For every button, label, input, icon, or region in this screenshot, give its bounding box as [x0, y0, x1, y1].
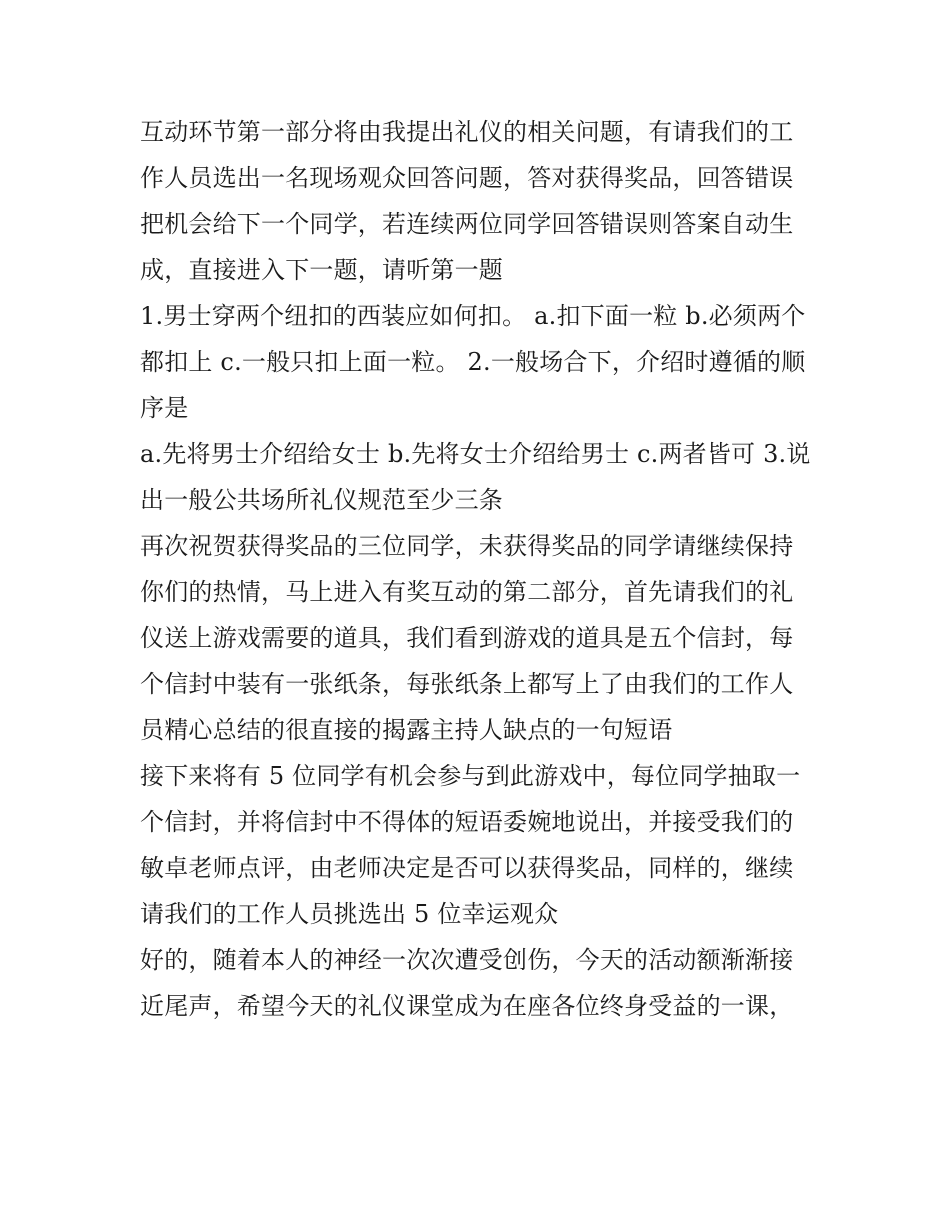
text-line: 出一般公共场所礼仪规范至少三条 [140, 486, 503, 514]
text-line: 个信封，并将信封中不得体的短语委婉地说出，并接受我们的 [140, 808, 794, 836]
text-line: 把机会给下一个同学，若连续两位同学回答错误则答案自动生 [140, 210, 794, 238]
text-line: a.先将男士介绍给女士 b.先将女士介绍给男士 c.两者皆可 3.说 [140, 440, 811, 468]
document-body [140, 109, 820, 1029]
text-line: 个信封中装有一张纸条，每张纸条上都写上了由我们的工作人 [140, 670, 794, 698]
text-line: 你们的热情，马上进入有奖互动的第二部分，首先请我们的礼 [140, 578, 794, 606]
text-line: 互动环节第一部分将由我提出礼仪的相关问题，有请我们的工 [140, 118, 794, 146]
text-line: 作人员选出一名现场观众回答问题，答对获得奖品，回答错误 [140, 164, 794, 192]
text-line: 1.男士穿两个纽扣的西装应如何扣。 a.扣下面一粒 b.必须两个 [140, 302, 806, 330]
text-line: 成，直接进入下一题，请听第一题 [140, 256, 503, 284]
text-line: 敏卓老师点评，由老师决定是否可以获得奖品，同样的，继续 [140, 854, 794, 882]
text-line: 员精心总结的很直接的揭露主持人缺点的一句短语 [140, 716, 673, 744]
text-line: 仪送上游戏需要的道具，我们看到游戏的道具是五个信封，每 [140, 624, 794, 652]
text-line: 序是 [140, 394, 189, 422]
text-line: 好的，随着本人的神经一次次遭受创伤，今天的活动额渐渐接 [140, 946, 794, 974]
text-line: 都扣上 c.一般只扣上面一粒。 2.一般场合下，介绍时遵循的顺 [140, 348, 806, 376]
text-line: 请我们的工作人员挑选出 5 位幸运观众 [140, 900, 559, 928]
text-line: 接下来将有 5 位同学有机会参与到此游戏中，每位同学抽取一 [140, 762, 801, 790]
text-line: 近尾声，希望今天的礼仪课堂成为在座各位终身受益的一课， [140, 992, 794, 1020]
text-line: 再次祝贺获得奖品的三位同学，未获得奖品的同学请继续保持 [140, 532, 794, 560]
